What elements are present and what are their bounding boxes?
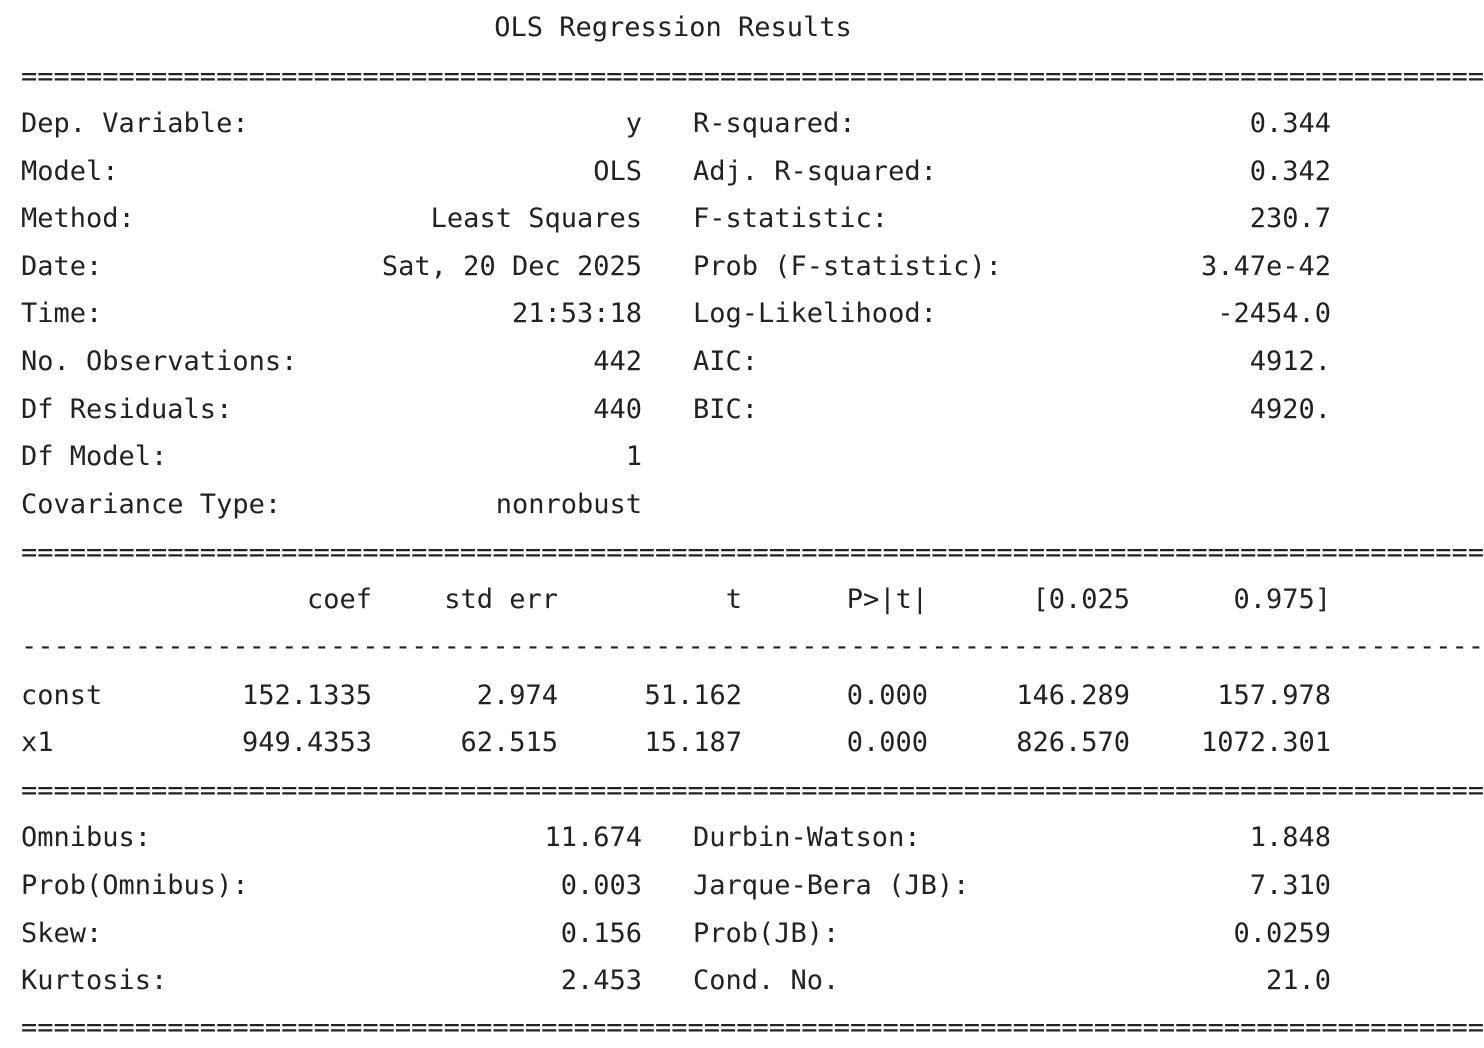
info-label: Method: — [21, 203, 135, 234]
info-value: 440 — [593, 394, 642, 425]
diag-label: Cond. No. — [693, 965, 840, 996]
info-label: Model: — [21, 156, 119, 187]
info-label: Time: — [21, 298, 103, 329]
double-rule: ========================================================================================== — [21, 1012, 1484, 1043]
stat-value: -2454.0 — [1217, 298, 1331, 329]
coef-cell: 949.4353 — [241, 727, 372, 758]
single-rule: ------------------------------------------------------------------------------------------ — [21, 631, 1484, 662]
stat-label: F-statistic: — [693, 203, 889, 234]
col-header-ci-high: 0.975] — [1233, 584, 1331, 615]
info-value: OLS — [593, 156, 642, 187]
info-label: Covariance Type: — [21, 489, 282, 520]
diag-label: Kurtosis: — [21, 965, 168, 996]
col-header-std-err: std err — [444, 584, 558, 615]
diag-label: Prob(Omnibus): — [21, 870, 249, 901]
info-label: Dep. Variable: — [21, 108, 249, 139]
diag-value: 1.848 — [1249, 822, 1331, 853]
info-value: Least Squares — [430, 203, 642, 234]
info-value: 442 — [593, 346, 642, 377]
coef-cell: 0.000 — [846, 680, 928, 711]
diag-value: 0.0259 — [1233, 918, 1331, 949]
coef-cell: 826.570 — [1016, 727, 1130, 758]
coef-cell: 152.1335 — [241, 680, 372, 711]
stat-label: AIC: — [693, 346, 759, 377]
col-header-ci-low: [0.025 — [1032, 584, 1130, 615]
diag-label: Durbin-Watson: — [693, 822, 921, 853]
diag-label: Jarque-Bera (JB): — [693, 870, 970, 901]
coef-cell: 146.289 — [1016, 680, 1130, 711]
diag-value: 11.674 — [544, 822, 642, 853]
double-rule: ========================================================================================== — [21, 537, 1484, 568]
stat-label: BIC: — [693, 394, 759, 425]
stat-value: 3.47e-42 — [1200, 251, 1331, 282]
diag-label: Prob(JB): — [693, 918, 840, 949]
diag-label: Omnibus: — [21, 822, 152, 853]
summary-title: OLS Regression Results — [494, 12, 852, 43]
coef-cell: 51.162 — [644, 680, 742, 711]
double-rule: ========================================================================================== — [21, 775, 1484, 806]
info-value: y — [625, 108, 642, 139]
coef-row-name: const — [21, 680, 103, 711]
stat-label: R-squared: — [693, 108, 856, 139]
stat-label: Log-Likelihood: — [693, 298, 937, 329]
stat-value: 4912. — [1249, 346, 1331, 377]
stat-value: 230.7 — [1249, 203, 1331, 234]
info-value: Sat, 20 Dec 2025 — [381, 251, 642, 282]
info-label: Df Model: — [21, 441, 168, 472]
col-header-t: t — [725, 584, 742, 615]
coef-cell: 15.187 — [644, 727, 742, 758]
coef-cell: 0.000 — [846, 727, 928, 758]
info-label: No. Observations: — [21, 346, 298, 377]
diag-value: 2.453 — [560, 965, 642, 996]
diag-value: 0.003 — [560, 870, 642, 901]
info-value: 1 — [625, 441, 642, 472]
double-rule: ========================================================================================== — [21, 61, 1484, 92]
coef-cell: 2.974 — [476, 680, 558, 711]
col-header-p: P>|t| — [846, 584, 928, 615]
info-label: Date: — [21, 251, 103, 282]
info-value: nonrobust — [495, 489, 642, 520]
diag-label: Skew: — [21, 918, 103, 949]
stat-value: 0.344 — [1249, 108, 1331, 139]
diag-value: 7.310 — [1249, 870, 1331, 901]
coef-cell: 62.515 — [460, 727, 558, 758]
stat-label: Adj. R-squared: — [693, 156, 937, 187]
info-label: Df Residuals: — [21, 394, 233, 425]
diag-value: 21.0 — [1265, 965, 1331, 996]
coef-row-name: x1 — [21, 727, 54, 758]
coef-cell: 1072.301 — [1200, 727, 1331, 758]
col-header-coef: coef — [306, 584, 372, 615]
stat-value: 4920. — [1249, 394, 1331, 425]
coef-cell: 157.978 — [1217, 680, 1331, 711]
stat-label: Prob (F-statistic): — [693, 251, 1002, 282]
diag-value: 0.156 — [560, 918, 642, 949]
info-value: 21:53:18 — [511, 298, 642, 329]
stat-value: 0.342 — [1249, 156, 1331, 187]
